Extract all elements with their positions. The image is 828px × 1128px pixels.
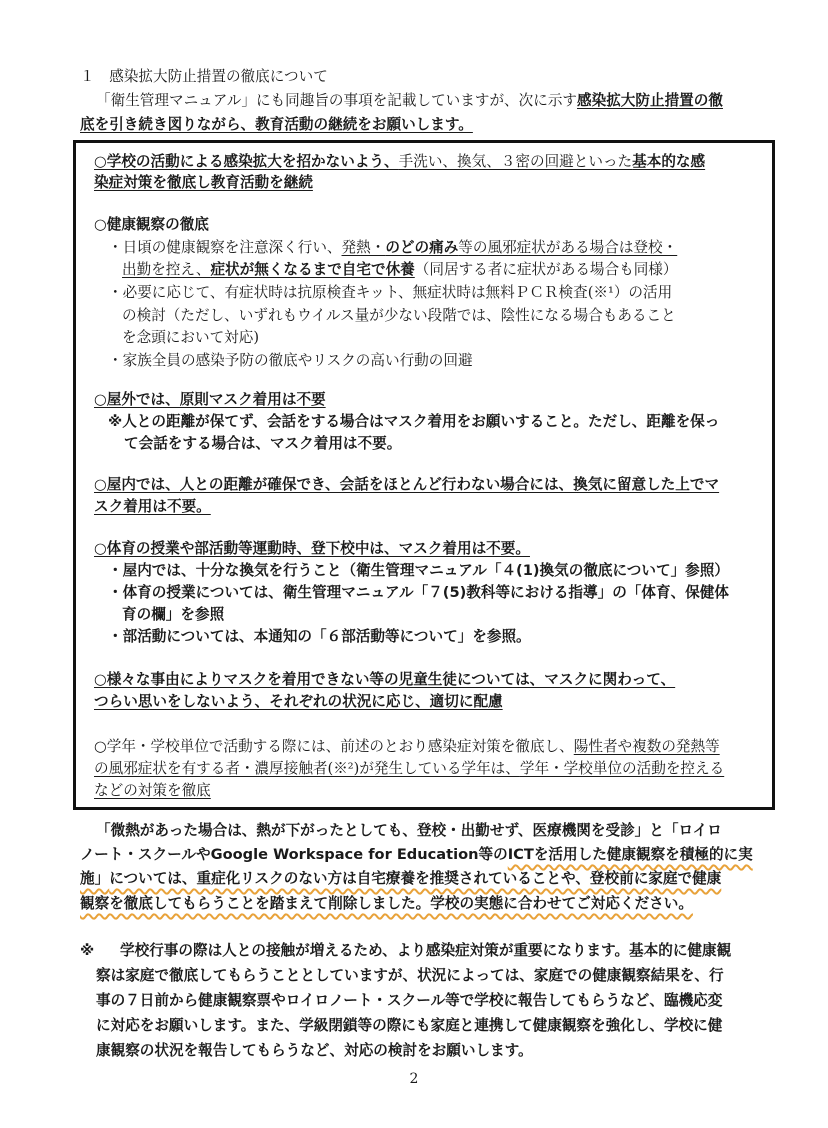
intro-emphasis: 感染拡大防止措置の徹 — [577, 92, 723, 109]
intro-line-1 — [96, 94, 723, 109]
symptom-text: 等の風邪症状がある場合は登校・ — [458, 239, 678, 256]
outdoor-mask-line-1: ○屋外では、原則マスク着用は不要 — [94, 391, 326, 408]
cohabitant-text: （同居する者に症状がある場合も同様） — [414, 261, 678, 278]
box-item-1-lead: ○学校の活動による感染拡大を招かないよう、 — [94, 153, 399, 170]
refrain-activity-text: 学年・学校単位の活動を控える — [519, 760, 725, 777]
outdoor-mask-line-3: て会話をする場合は、マスク着用は不要。 — [124, 435, 402, 452]
intro-text: 「衛生管理マニュアル」にも同趣旨の事項を記載していますが、次に示す — [96, 92, 578, 109]
health-check-line-1 — [108, 241, 677, 256]
health-check-line-4: の検討（ただし、いずれもウイルス量が少ない段階では、陰性になる場合もあること — [122, 307, 676, 324]
sports-mask-line-5: ・部活動については、本通知の「６部活動等について」を参照。 — [108, 628, 531, 645]
intro-line-2: 底を引き続き図りながら、教育活動の継続をお願いします。 — [80, 116, 473, 133]
remark-line-1: 学校行事の際は人との接触が増えるため、より感染症対策が重要になります。基本的に健康観 — [120, 942, 732, 959]
box-item-1-line-1 — [94, 155, 705, 170]
sports-mask-line-1: ○体育の授業や部活動等運動時、登下校中は、マスク着用は不要。 — [94, 540, 530, 557]
note-line-2 — [80, 848, 753, 863]
refrain-text: 出勤を控え、 — [122, 261, 211, 278]
no-mask-consideration-line-1: ○様々な事由によりマスクを着用できない等の児童生徒については、マスクに関わって、 — [94, 671, 676, 688]
grade-activity-line-3: などの対策を徹底 — [94, 782, 211, 799]
health-check-line-6: ・家族全員の感染予防の徹底やリスクの高い行動の回避 — [108, 352, 473, 369]
note-line-1: 「微熱があった場合は、熱が下がったとしても、登校・出勤せず、医療機関を受診」と「ロイロ — [96, 822, 722, 839]
sports-mask-line-4: 育の欄」を参照 — [122, 606, 225, 623]
remark-line-2: 察は家庭で徹底してもらうこととしていますが、状況によっては、家庭での健康観察結果を、行 — [96, 967, 724, 984]
health-check-title: ○健康観察の徹底 — [94, 216, 209, 233]
section-heading: １ 感染拡大防止措置の徹底について — [80, 68, 328, 85]
no-mask-consideration-line-2: つらい思いをしないよう、それぞれの状況に応じ、適切に配慮 — [94, 693, 503, 710]
positive-cases-text: 陽性者や複数の発熱等 — [573, 738, 720, 755]
note-text: ノート・スクールやGoogle Workspace for Education等の — [80, 846, 508, 863]
page-number: 2 — [409, 1071, 419, 1087]
remark-mark: ※ — [80, 942, 95, 959]
remark-line-5: 康観察の状況を報告してもらうなど、対応の検討をお願いします。 — [96, 1042, 533, 1059]
note-implement-text: 施」 — [80, 870, 110, 887]
indoor-mask-line-1: ○屋内では、人との距離が確保でき、会話をほとんど行わない場合には、換気に留意した上でマ — [94, 476, 720, 493]
remark-line-3: 事の７日前から健康観察票やロイロノート・スクール等で学校に報告してもらうなど、臨機応変 — [96, 992, 723, 1009]
note-ict-text: ICTを活用した健康観察を積極的に実 — [507, 846, 753, 863]
health-check-line-2 — [122, 263, 677, 278]
outdoor-mask-line-2: ※人との距離が保てず、会話をする場合はマスク着用をお願いすること。ただし、距離を保っ — [108, 413, 720, 430]
box-item-1-mid: 手洗い、換気、３密の回避といった — [398, 153, 633, 170]
box-item-1-line-2: 染症対策を徹底し教育活動を継続 — [94, 174, 313, 191]
sore-throat-text: のどの痛み — [385, 239, 459, 256]
grade-activity-line-2 — [94, 762, 724, 777]
remark-line-4: に対応をお願いします。また、学級閉鎖等の際にも家庭と連携して健康観察を強化し、学校に健 — [96, 1017, 723, 1034]
health-check-line-3: ・必要に応じて、有症状時は抗原検査キット、無症状時は無料ＰＣＲ検査(※¹）の活用 — [108, 284, 673, 301]
grade-activity-text: ○学年・学校単位で活動する際には、前述のとおり感染症対策を徹底し、 — [94, 738, 574, 755]
sports-mask-line-3: ・体育の授業については、衛生管理マニュアル「７(5)教科等における指導」の「体育、保健体 — [108, 584, 729, 601]
sports-mask-line-2: ・屋内では、十分な換気を行うこと（衛生管理マニュアル「４(1)換気の徹底について」参照） — [108, 562, 729, 579]
box-item-1-tail: 基本的な感 — [632, 153, 706, 170]
indoor-mask-line-2: スク着用は不要。 — [94, 498, 211, 515]
note-line-3 — [80, 872, 721, 887]
fever-text: 発熱・ — [341, 239, 386, 256]
rest-text: 症状が無くなるまで自宅で休養 — [210, 261, 415, 278]
close-contact-text: の風邪症状を有する者・濃厚接触者(※²)が発生している学年は、 — [94, 760, 520, 777]
health-check-line-5: を念頭において対応) — [122, 329, 260, 346]
health-check-text: ・日頃の健康観察を注意深く行い、 — [108, 239, 342, 256]
note-home-care-text: については、重症化リスクのない方は自宅療養を推奨されていることや、登校前に家庭で健康 — [109, 870, 722, 887]
grade-activity-line-1 — [94, 740, 720, 755]
note-line-4: 観察を徹底してもらうことを踏まえて削除しました。学校の実態に合わせてご対応ください。 — [80, 895, 693, 912]
